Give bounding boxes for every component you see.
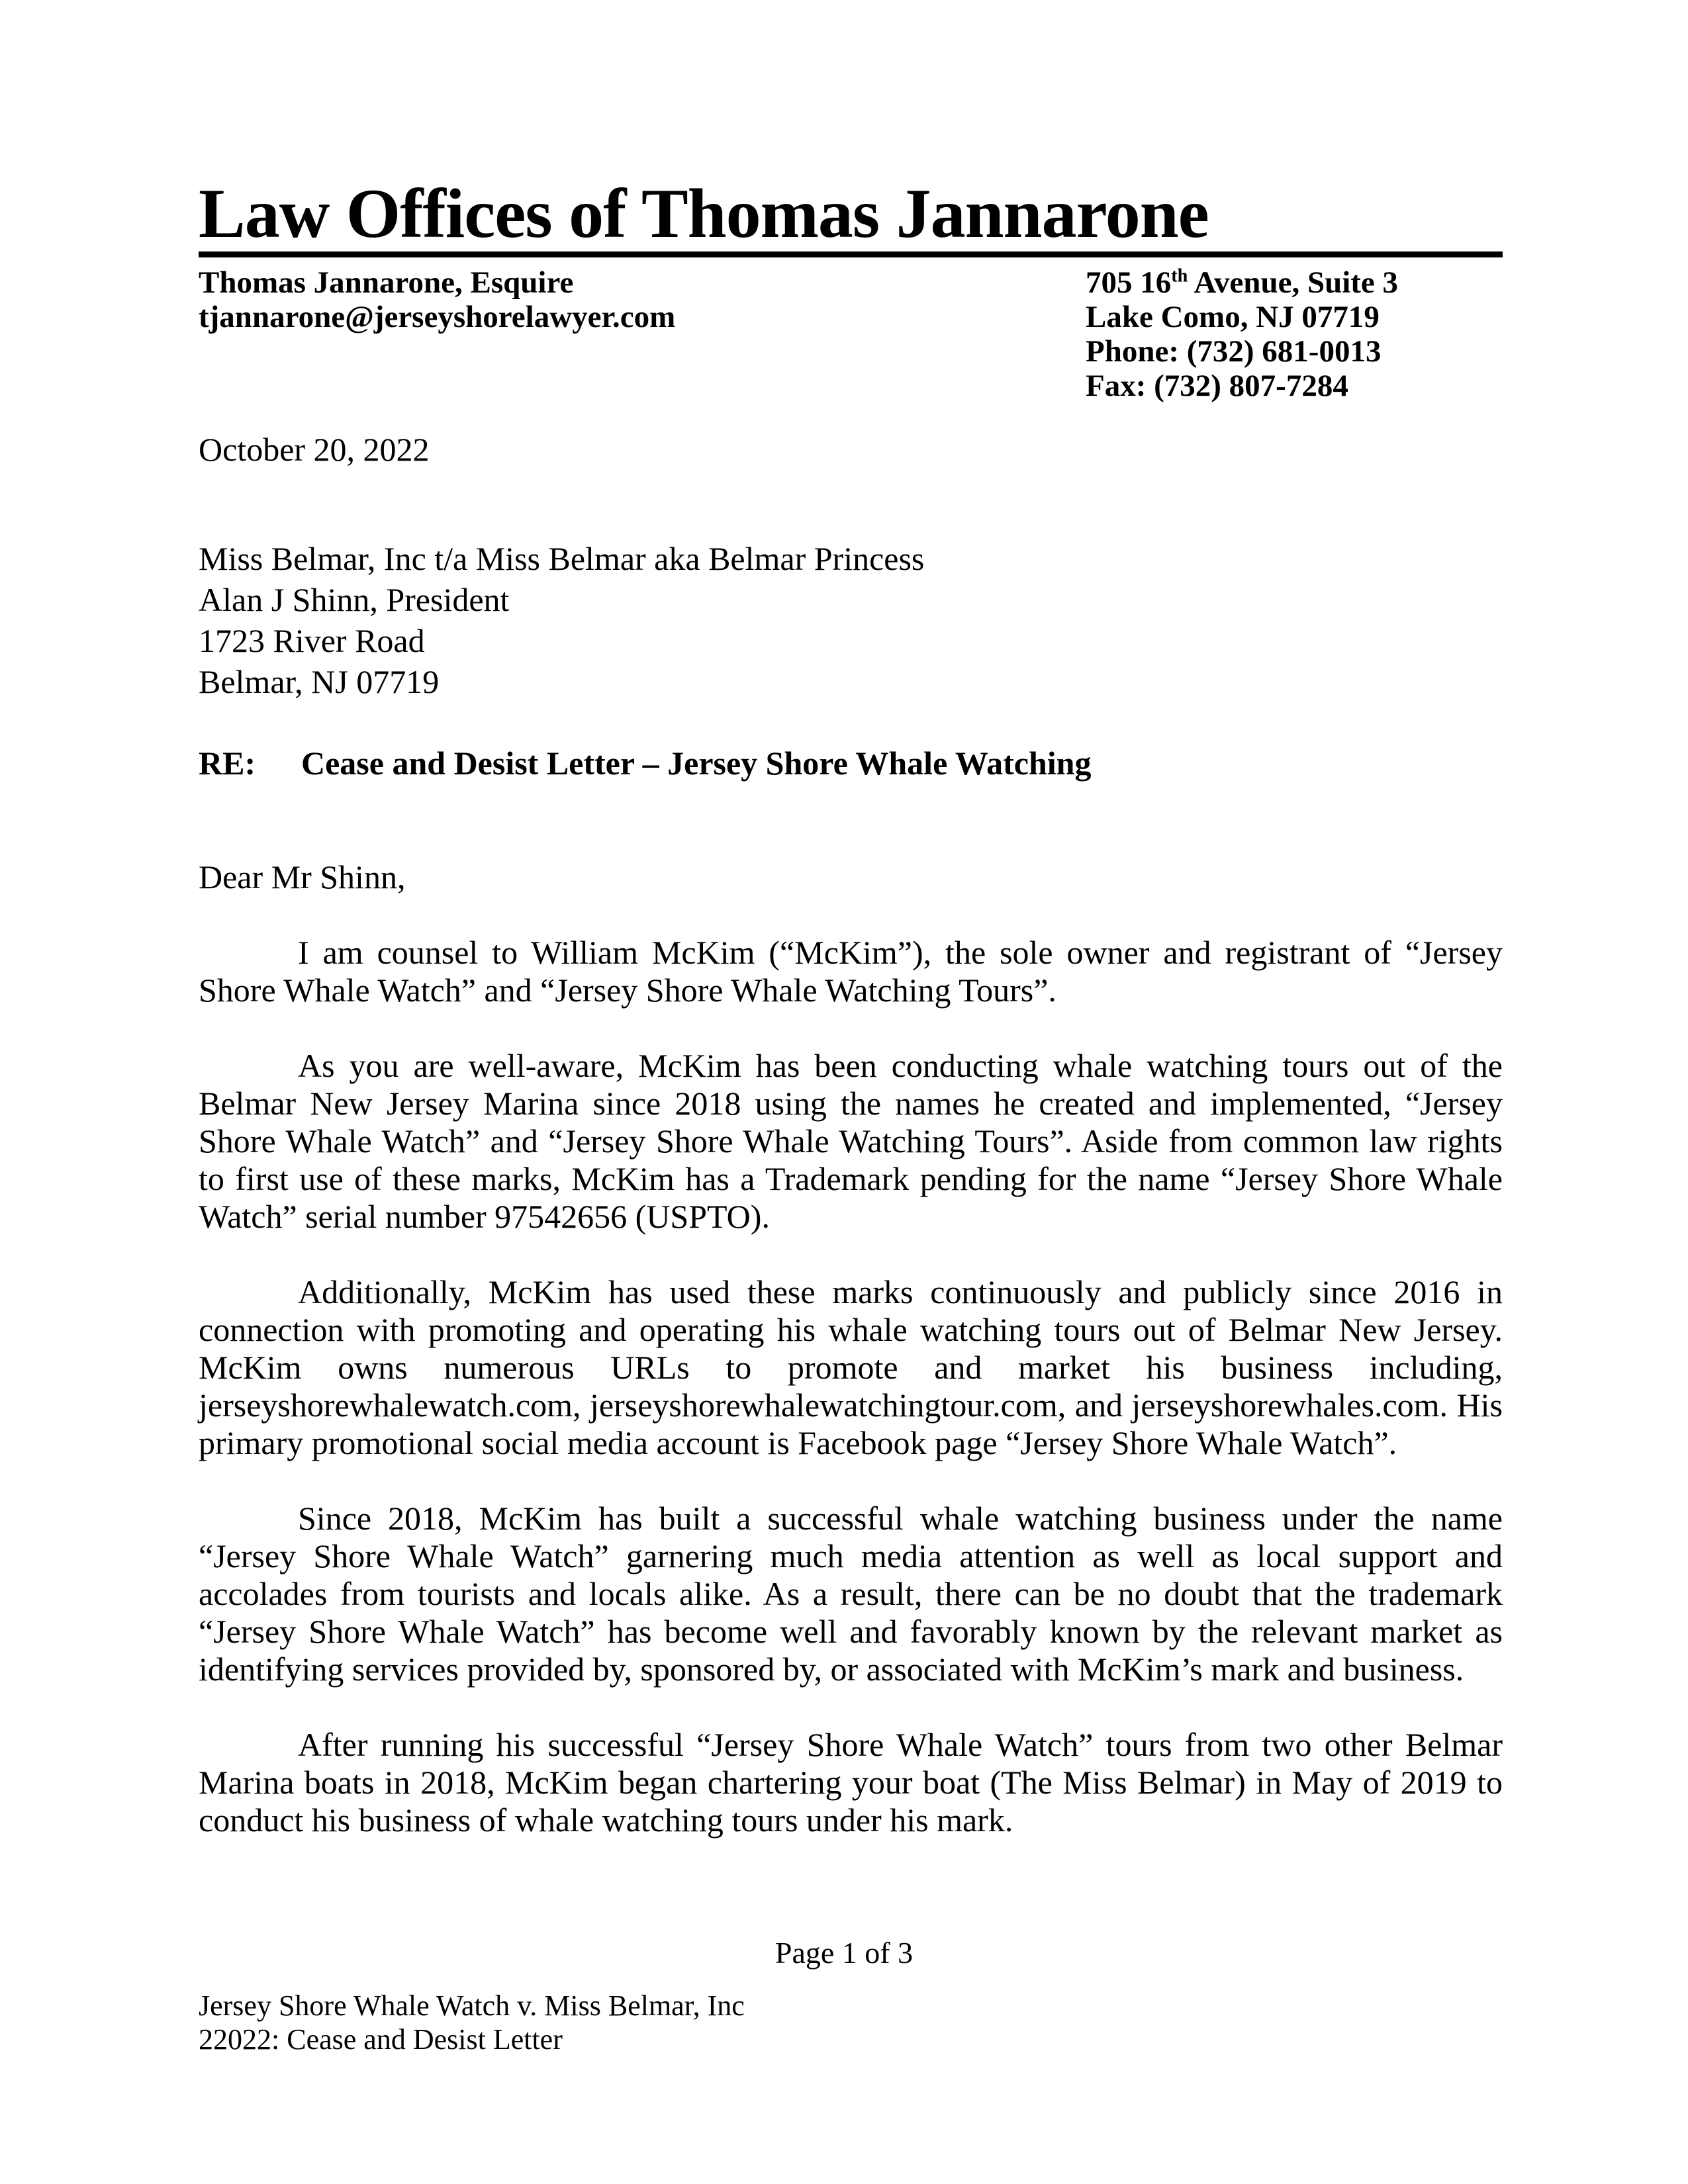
recipient-company: Miss Belmar, Inc t/a Miss Belmar aka Belmar Princess: [199, 540, 925, 577]
recipient-street: 1723 River Road: [199, 622, 425, 659]
body-paragraph-4: Since 2018, McKim has built a successful whale watching business under the name “Jersey Shore Whale Watch” garnering much media attention as well as local support and accolades from tourists and locals alike. As a result, there can be no doubt that the trademark “Jersey Shore Whale Watch” has become well and favorably known by the relevant market as identifying services provided by, sponsored by, or associated with McKim’s mark and business.: [199, 1500, 1503, 1688]
body-paragraph-1: I am counsel to William McKim (“McKim”), the sole owner and registrant of “Jersey Shore Whale Watch” and “Jersey Shore Whale Watching Tours”.: [199, 934, 1503, 1009]
letterhead-left-block: [199, 265, 675, 403]
body-paragraph-2: As you are well-aware, McKim has been conducting whale watching tours out of the Belmar New Jersey Marina since 2018 using the names he created and implemented, “Jersey Shore Whale Watch” and “Jersey Shore Whale Watching Tours”. Aside from common law rights to first use of these marks, McKim has a Trademark pending for the name “Jersey Shore Whale Watch” serial number 97542656 (USPTO).: [199, 1047, 1503, 1235]
recipient-block: [199, 538, 1503, 702]
attorney-name: Thomas Jannarone, Esquire: [199, 265, 574, 300]
footer-case-matter: 22022: Cease and Desist Letter: [199, 2023, 563, 2056]
footer-case-block: [199, 1989, 745, 2056]
body-paragraph-5: After running his successful “Jersey Shore Whale Watch” tours from two other Belmar Marina boats in 2018, McKim began chartering your boat (The Miss Belmar) in May of 2019 to conduct his business of whale watching tours under his mark.: [199, 1726, 1503, 1839]
letterhead-contact-row: [199, 265, 1503, 403]
recipient-contact: Alan J Shinn, President: [199, 581, 510, 618]
recipient-city-state-zip: Belmar, NJ 07719: [199, 663, 440, 700]
footer-case-caption: Jersey Shore Whale Watch v. Miss Belmar, Inc: [199, 1989, 745, 2022]
salutation: Dear Mr Shinn,: [199, 858, 406, 895]
re-label: RE:: [199, 745, 256, 782]
address-ordinal-suffix: th: [1171, 265, 1188, 287]
fax-line: Fax: (732) 807-7284: [1086, 369, 1348, 403]
address-line-1-street-name: Avenue, Suite 3: [1188, 265, 1399, 300]
letter-date: October 20, 2022: [199, 431, 430, 468]
address-line-1-street-number: 705 16: [1086, 265, 1172, 300]
letterhead: [199, 175, 1503, 403]
address-line-1: [1086, 265, 1503, 300]
attorney-email: tjannarone@jerseyshorelawyer.com: [199, 300, 676, 334]
firm-name: Law Offices of Thomas Jannarone: [199, 179, 1503, 257]
address-line-2: Lake Como, NJ 07719: [1086, 300, 1380, 334]
re-subject: Cease and Desist Letter – Jersey Shore Whale Watching: [301, 745, 1092, 782]
re-line: [199, 745, 1503, 782]
body-paragraph-3: Additionally, McKim has used these marks continuously and publicly since 2016 in connection with promoting and operating his whale watching tours out of Belmar New Jersey. McKim owns numerous URLs to promote and market his business including, jerseyshorewhalewatch.com, jerseyshorewhalewatchingtour.com, and jerseyshorewhales.com. His primary promotional social media account is Facebook page “Jersey Shore Whale Watch”.: [199, 1273, 1503, 1461]
phone-line: Phone: (732) 681-0013: [1086, 334, 1382, 369]
letterhead-right-block: [1086, 265, 1503, 403]
page-number: Page 1 of 3: [774, 1936, 914, 1970]
